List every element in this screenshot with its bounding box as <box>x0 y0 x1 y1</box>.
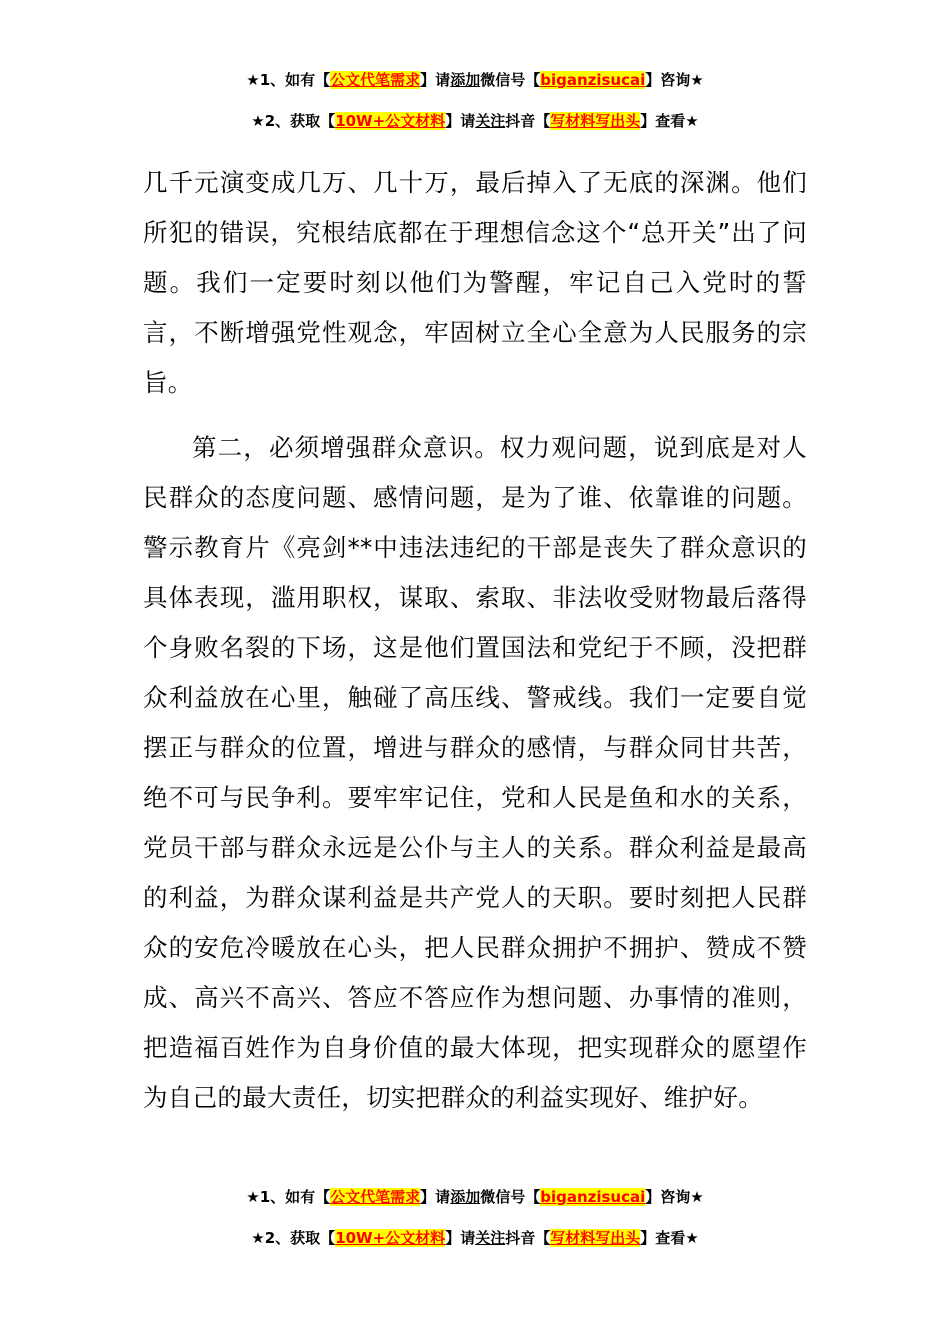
notice-highlight-douyin: 写材料写出头 <box>550 112 641 130</box>
notice-prefix: ★2、获取【 <box>251 112 336 130</box>
notice-prefix: ★1、如有【 <box>246 1188 331 1206</box>
notice-prefix: ★2、获取【 <box>251 1229 336 1247</box>
body-paragraph-2: 第二，必须增强群众意识。权力观问题，说到底是对人民群众的态度问题、感情问题，是为了谁、依靠谁的问题。警示教育片《亮剑**中违法违纪的干部是丧失了群众意识的具体表现，滥用职权，谋取、索取、非法收受财物最后落得个身败名裂的下场，这是他们置国法和党纪于不顾，没把群众利益放在心里，触碰了高压线、警戒线。我们一定要自觉摆正与群众的位置，增进与群众的感情，与群众同甘共苦，绝不可与民争利。要牢牢记住，党和人民是鱼和水的关系，党员干部与群众永远是公仆与主人的关系。群众利益是最高的利益，为群众谋利益是共产党人的天职。要时刻把人民群众的安危冷暖放在心头，把人民群众拥护不拥护、赞成不赞成、高兴不高兴、答应不答应作为想问题、办事情的准则，把造福百姓作为自身价值的最大体现，把实现群众的愿望作为自己的最大责任，切实把群众的利益实现好、维护好。 <box>143 433 807 1112</box>
notice-text: 】请 <box>445 1229 476 1247</box>
notice-underlined: 关注 <box>475 112 506 130</box>
notice-highlight-service: 公文代笔需求 <box>330 71 421 89</box>
notice-text: 微信号【 <box>480 1188 541 1206</box>
body-paragraph-1: 几千元演变成几万、几十万，最后掉入了无底的深渊。他们所犯的错误，究根结底都在于理想信念这个“总开关”出了问题。我们一定要时刻以他们为警醒，牢记自己入党时的誓言，不断增强党性观念，牢固树立全心全意为人民服务的宗旨。 <box>143 168 807 397</box>
notice-highlight-wechat-id: biganzisucai <box>540 71 646 89</box>
notice-text: 抖音【 <box>505 1229 551 1247</box>
top-notice-line-1 <box>0 69 950 91</box>
notice-highlight-materials: 10W+公文材料 <box>335 112 446 130</box>
notice-text: 】请 <box>420 71 451 89</box>
notice-text: 】请 <box>420 1188 451 1206</box>
notice-prefix: ★1、如有【 <box>246 71 331 89</box>
notice-highlight-douyin: 写材料写出头 <box>550 1229 641 1247</box>
notice-suffix: 】咨询★ <box>645 1188 704 1206</box>
bottom-notice-line-2 <box>0 1227 950 1249</box>
notice-highlight-materials: 10W+公文材料 <box>335 1229 446 1247</box>
notice-suffix: 】查看★ <box>640 112 699 130</box>
notice-text: 】请 <box>445 112 476 130</box>
bottom-notice-line-1 <box>0 1186 950 1208</box>
notice-highlight-wechat-id: biganzisucai <box>540 1188 646 1206</box>
notice-suffix: 】咨询★ <box>645 71 704 89</box>
notice-text: 微信号【 <box>480 71 541 89</box>
notice-text: 抖音【 <box>505 112 551 130</box>
notice-highlight-service: 公文代笔需求 <box>330 1188 421 1206</box>
notice-underlined: 添加 <box>450 71 481 89</box>
top-notice-line-2 <box>0 110 950 132</box>
notice-underlined: 关注 <box>475 1229 506 1247</box>
notice-underlined: 添加 <box>450 1188 481 1206</box>
notice-suffix: 】查看★ <box>640 1229 699 1247</box>
